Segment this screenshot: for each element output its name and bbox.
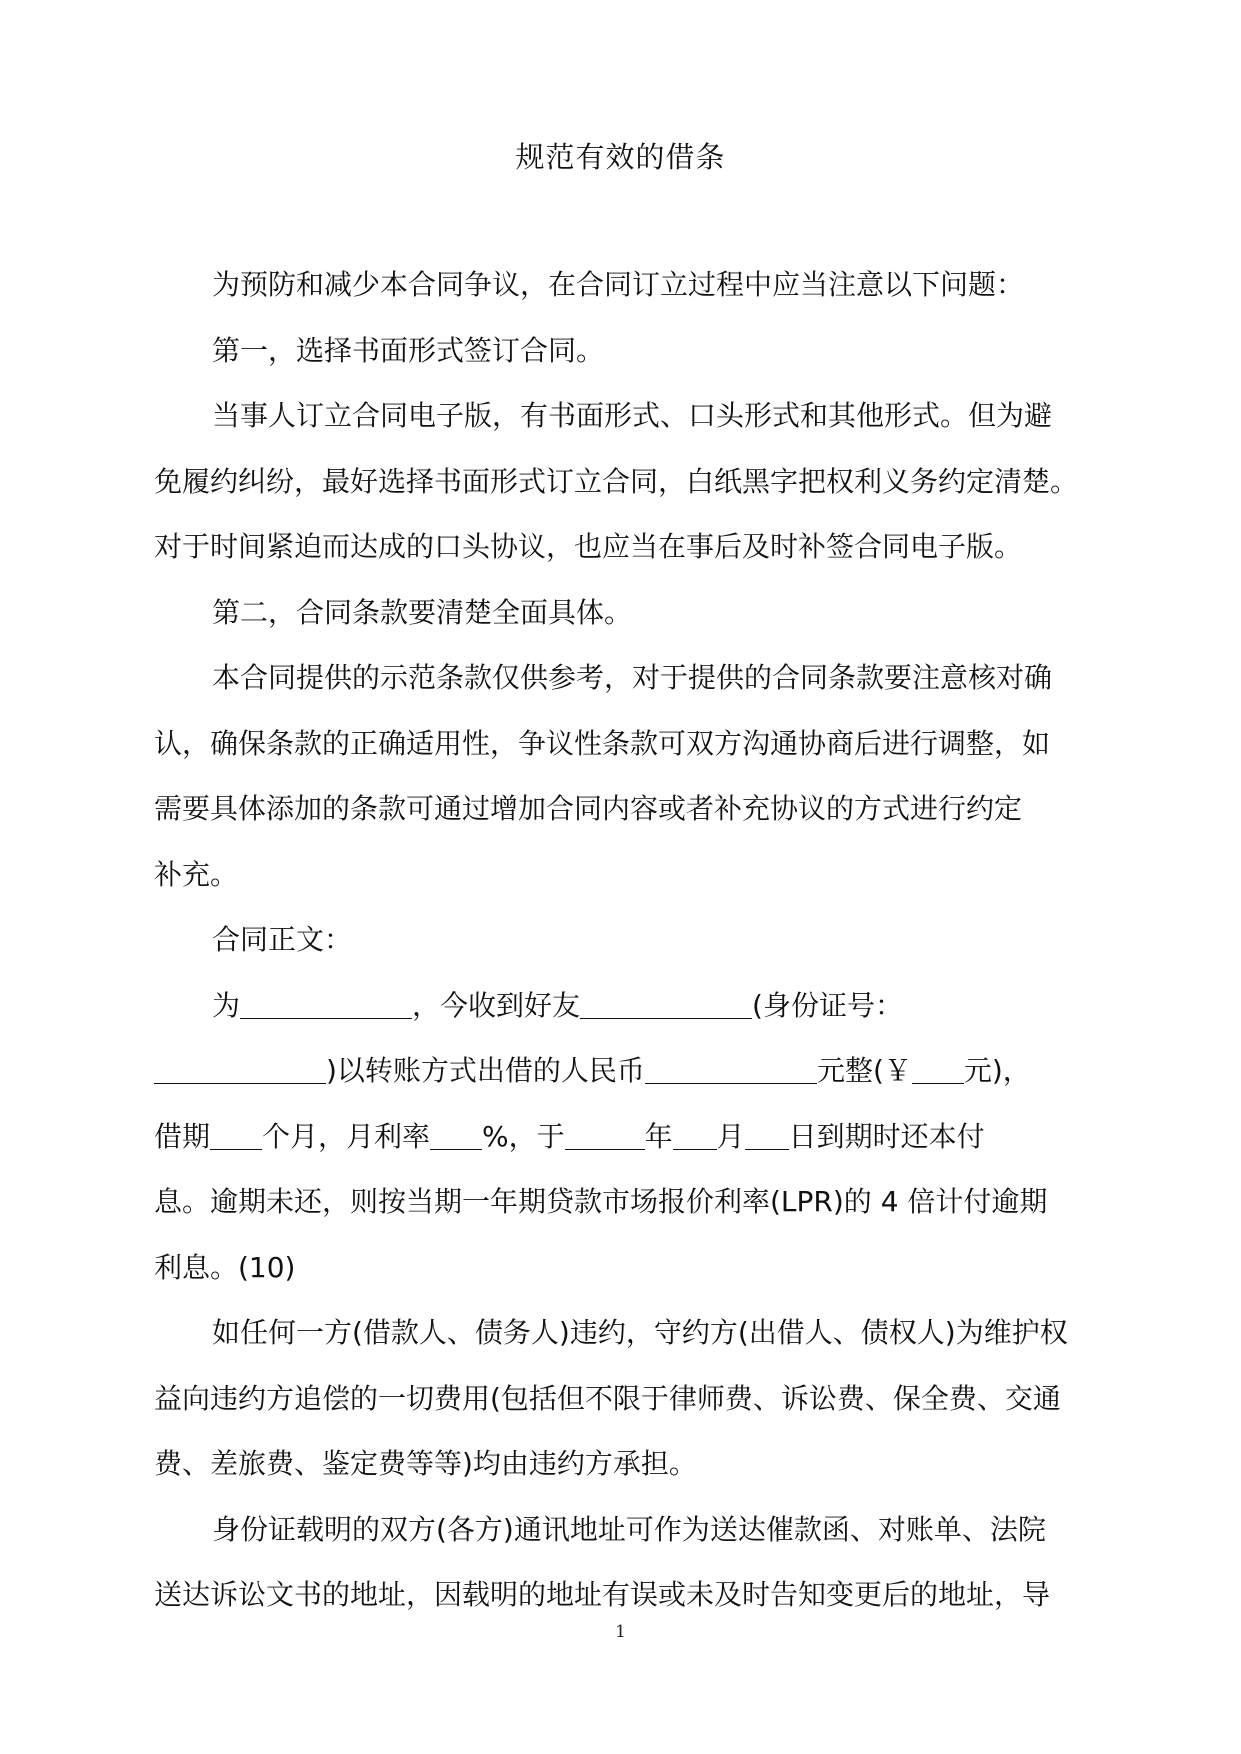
paragraph-line: 为预防和减少本合同争议，在合同订立过程中应当注意以下问题：	[212, 268, 1025, 301]
loan-clause-line-2	[154, 1038, 1094, 1104]
amount-number-blank	[912, 1055, 964, 1084]
paragraph-line: 当事人订立合同电子版，有书面形式、口头形式和其他形式。但为避	[212, 399, 1053, 432]
clause-text: 元)，	[963, 1054, 1031, 1087]
paragraph-line: 免履约纠纷，最好选择书面形式订立合同，白纸黑字把权利义务约定清楚。	[154, 464, 1079, 498]
paragraph-line: 如任何一方(借款人、债务人)违约，守约方(出借人、债权人)为维护权	[212, 1316, 1068, 1349]
clause-text: %，于	[482, 1119, 565, 1153]
clause-text: )以转账方式出借的人民币	[326, 1054, 645, 1087]
paragraph	[154, 1300, 1094, 1497]
clause-text: 为	[212, 988, 241, 1022]
paragraph	[154, 645, 1094, 907]
page-number: 1	[615, 1622, 626, 1642]
clause-text: (身份证号：	[752, 988, 903, 1022]
clause-text: 元整(￥	[816, 1054, 912, 1087]
id-number-blank	[154, 1055, 326, 1084]
loan-clause	[154, 973, 1094, 1301]
clause-text: 个月，月利率	[262, 1119, 431, 1153]
due-day-blank	[745, 1121, 789, 1150]
paragraphs-after	[154, 1300, 1094, 1628]
loan-clause-line-4: 息。逾期未还，则按当期一年期贷款市场报价利率(LPR)的 4 倍计付逾期	[154, 1185, 1048, 1218]
amount-words-blank	[645, 1055, 817, 1084]
paragraph	[154, 1497, 1094, 1628]
paragraph-line: 费、差旅费、鉴定费等等)均由违约方承担。	[154, 1447, 697, 1480]
loan-clause-line-3	[154, 1104, 1094, 1170]
loan-clause-line-1	[154, 973, 1094, 1039]
paragraph-line: 合同正文：	[212, 923, 353, 956]
loan-clause-line-5: 利息。(10)	[154, 1250, 296, 1284]
paragraph-line: 第一，选择书面形式签订合同。	[212, 333, 605, 367]
paragraph-line: 送达诉讼文书的地址，因载明的地址有误或未及时告知变更后的地址，导	[154, 1578, 1051, 1611]
clause-text: ，今收到好友	[412, 988, 581, 1022]
due-month-blank	[673, 1121, 717, 1150]
lender-name-blank	[240, 990, 412, 1019]
clause-text: 年	[644, 1119, 673, 1153]
paragraph-line: 益向违约方追偿的一切费用(包括但不限于律师费、诉讼费、保全费、交通	[154, 1381, 1061, 1415]
document-title: 规范有效的借条	[515, 140, 726, 174]
paragraph	[154, 252, 1094, 318]
paragraph-line: 身份证载明的双方(各方)通讯地址可作为送达催款函、对账单、法院	[212, 1512, 1046, 1546]
paragraph-line: 第二，合同条款要清楚全面具体。	[212, 595, 633, 629]
monthly-rate-blank	[430, 1121, 482, 1150]
loan-months-blank	[210, 1121, 262, 1150]
paragraph-line: 对于时间紧迫而达成的口头协议，也应当在事后及时补签合同电子版。	[154, 530, 1023, 563]
paragraph	[154, 580, 1094, 646]
clause-text: 借期	[154, 1119, 211, 1153]
paragraphs-before	[154, 252, 1094, 973]
friend-name-blank	[580, 990, 752, 1019]
paragraph-line: 需要具体添加的条款可通过增加合同内容或者补充协议的方式进行约定	[154, 792, 1023, 825]
clause-text: 日到期时还本付	[788, 1119, 985, 1153]
paragraph	[154, 383, 1094, 580]
clause-text: 月	[716, 1119, 745, 1153]
paragraph	[154, 907, 1094, 973]
paragraph-line: 补充。	[154, 857, 239, 891]
due-year-blank	[565, 1121, 645, 1150]
document-body	[154, 252, 1094, 1628]
paragraph	[154, 318, 1094, 384]
paragraph-line: 认，确保条款的正确适用性，争议性条款可双方沟通协商后进行调整，如	[154, 726, 1051, 760]
paragraph-line: 本合同提供的示范条款仅供参考，对于提供的合同条款要注意核对确	[212, 661, 1053, 694]
